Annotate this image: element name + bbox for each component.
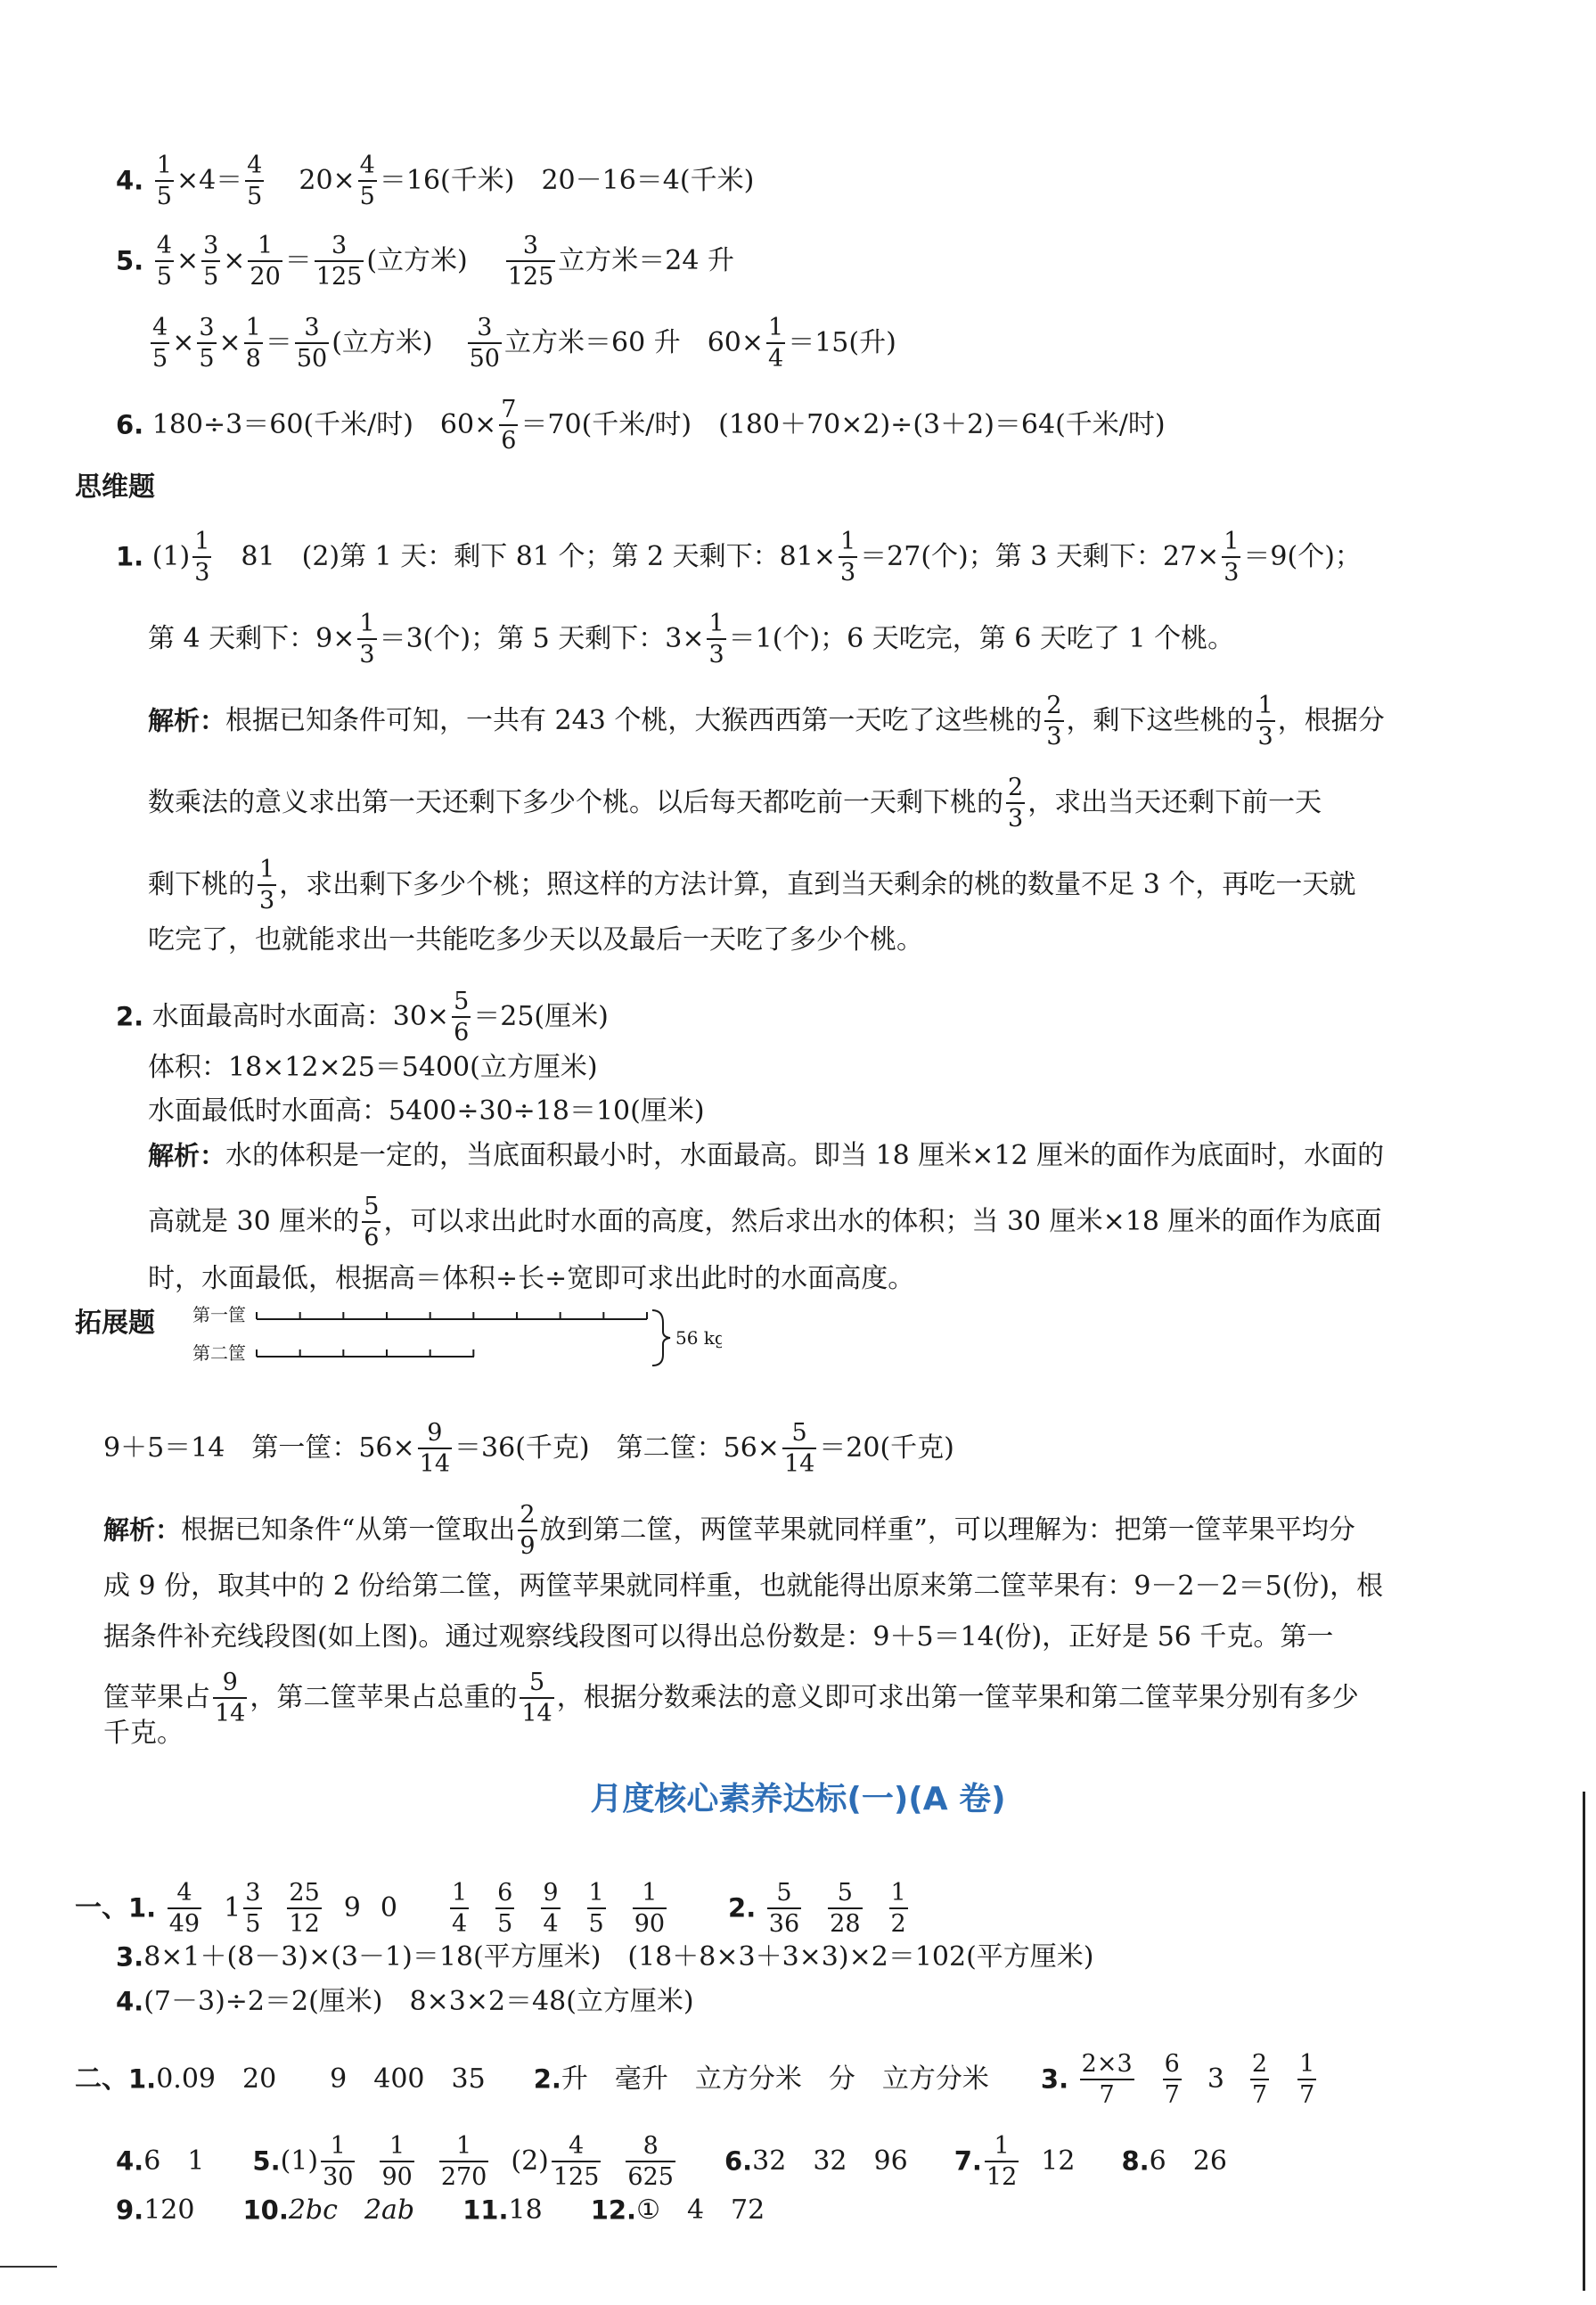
- fraction: $\frac{3}{125}$: [315, 232, 363, 291]
- fraction: $\frac{5}{28}$: [830, 1879, 861, 1938]
- q-number: 5.: [252, 2145, 281, 2177]
- thinking-1-analysis-4: 吃完了，也就能求出一共能吃多少天以及最后一天吃了多少个桃。: [148, 924, 923, 956]
- fraction: $\frac{2}{7}$: [1251, 2050, 1268, 2109]
- fraction: $\frac{1}{30}$: [323, 2132, 354, 2191]
- analysis-label: 解析：: [103, 1514, 182, 1546]
- thinking-2-line-1: 2. 水面最高时水面高：30× $\frac{5}{6}$ ＝25(厘米): [116, 988, 609, 1046]
- thinking-2-analysis-1: 解析：水的体积是一定的，当底面积最小时，水面最高。即当 18 厘米×12 厘米的面作为底面时，水面的: [148, 1140, 1385, 1171]
- fraction: $\frac{1}{20}$: [250, 232, 281, 291]
- corner-rule: [0, 2266, 57, 2268]
- q-number: 4.: [116, 1986, 144, 2017]
- extension-line-1: 9＋5＝14 第一筐：56× $\frac{9}{14}$ ＝36(千克) 第二筐：56× $\frac{5}{14}$ ＝20(千克): [103, 1419, 954, 1478]
- fraction: $\frac{1}{7}$: [1299, 2050, 1315, 2109]
- q-number: 4.: [116, 165, 144, 196]
- q-number: 11.: [462, 2194, 509, 2226]
- fraction: $\frac{6}{7}$: [1164, 2050, 1180, 2109]
- fraction: $\frac{1}{4}$: [451, 1879, 468, 1938]
- fraction: $\frac{1}{4}$: [768, 314, 784, 373]
- fraction: $\frac{5}{14}$: [521, 1669, 552, 1727]
- expr: ×4＝: [176, 165, 243, 196]
- answer-6-line: 6. 180÷3＝60(千米/时) 60× $\frac{7}{6}$ ＝70(千米/时) (180＋70×2)÷(3＋2)＝64(千米/时): [116, 396, 1166, 455]
- fraction: $\frac{4}{49}$: [168, 1879, 201, 1938]
- q-number: 6.: [116, 409, 144, 440]
- line-segment-diagram: [187, 1303, 722, 1382]
- q-number: 8.: [1121, 2145, 1150, 2177]
- thinking-1-line-2: 第 4 天剩下：9× $\frac{1}{3}$ ＝3(个)；第 5 天剩下：3× $\frac{1}{3}$ ＝1(个)；6 天吃完，第 6 天吃了 1 个桃。: [148, 610, 1235, 669]
- extension-analysis-1: 解析：根据已知条件“从第一筐取出 $\frac{2}{9}$ 放到第二筐，两筐苹果就同样重”，可以理解为：把第一筐苹果平均分: [103, 1501, 1355, 1560]
- segment-label-basket-2: 第二筐: [192, 1342, 246, 1364]
- q-number: 1.: [128, 2063, 157, 2095]
- brace-icon: [652, 1310, 670, 1366]
- fraction: $\frac{1}{3}$: [359, 610, 375, 669]
- fraction: $\frac{1}{5}$: [588, 1879, 604, 1938]
- fraction: $\frac{1}{90}$: [381, 2132, 413, 2191]
- monthly-s1-q4: 4.(7－3)÷2＝2(厘米) 8×3×2＝48(立方厘米): [116, 1986, 694, 2017]
- fraction: $\frac{4}{5}$: [152, 314, 168, 373]
- section-number: 一、: [75, 1892, 128, 1924]
- fraction: $\frac{1}{2}$: [890, 1879, 906, 1938]
- q-number: 2.: [533, 2063, 561, 2095]
- thinking-1-analysis-2: 数乘法的意义求出第一天还剩下多少个桃。以后每天都吃前一天剩下桃的 $\frac{2}{3}$ ，求出当天还剩下前一天: [148, 774, 1322, 833]
- fraction: $\frac{2}{3}$: [1046, 692, 1062, 751]
- q-number: 1.: [128, 1892, 157, 1924]
- fraction: $\frac{1}{5}$: [156, 152, 172, 210]
- thinking-2-line-2: 体积：18×12×25＝5400(立方厘米): [148, 1052, 598, 1083]
- segment-diagram-svg: [187, 1303, 722, 1374]
- fraction: $\frac{6}{5}$: [497, 1879, 513, 1938]
- fraction: $\frac{3}{50}$: [296, 314, 328, 373]
- fraction: $\frac{4}{5}$: [247, 152, 263, 210]
- analysis-label: 解析：: [148, 705, 226, 736]
- fraction: $\frac{1}{8}$: [245, 314, 261, 373]
- fraction: $\frac{2\times 3}{7}$: [1081, 2050, 1133, 2109]
- expr: 20×: [299, 165, 356, 196]
- fraction: $\frac{1}{3}$: [708, 610, 724, 669]
- segment-basket-1-ticks: [257, 1312, 647, 1319]
- extension-analysis-2: 成 9 份，取其中的 2 份给第二筐，两筐苹果就同样重，也就能得出原来第二筐苹果有：9－2－2＝5(份)，根: [103, 1571, 1384, 1602]
- thinking-1-analysis-1: 解析：根据已知条件可知，一共有 243 个桃，大猴西西第一天吃了这些桃的 $\frac{2}{3}$ ，剩下这些桃的 $\frac{1}{3}$ ，根据分: [148, 692, 1385, 751]
- q-number: 1.: [116, 541, 144, 572]
- thinking-2-analysis-2: 高就是 30 厘米的 $\frac{5}{6}$ ，可以求出此时水面的高度，然后求出水的体积；当 30 厘米×18 厘米的面作为底面: [148, 1193, 1382, 1251]
- q-number: 5.: [116, 245, 144, 276]
- fraction: $\frac{3}{125}$: [507, 232, 554, 291]
- answer-5-line-a: 5. $\frac{4}{5}$ × $\frac{3}{5}$ × $\frac{1}{20}$ ＝ $\frac{3}{125}$ (立方米) $\frac{3}{125}$ 立方米＝24 升: [116, 232, 734, 291]
- fraction: $\frac{25}{12}$: [289, 1879, 320, 1938]
- fraction: $\frac{1}{3}$: [1224, 528, 1240, 587]
- q-number: 12.: [590, 2194, 637, 2226]
- fraction: $\frac{9}{14}$: [419, 1419, 451, 1478]
- fraction: $\frac{3}{5}$: [203, 232, 219, 291]
- section-heading-thinking: 思维题: [75, 472, 155, 503]
- fraction: $\frac{5}{6}$: [454, 988, 470, 1046]
- thinking-1-line-1: 1. (1) $\frac{1}{3}$ 81 (2)第 1 天：剩下 81 个；第 2 天剩下：81× $\frac{1}{3}$ ＝27(个)；第 3 天剩下：27× $\frac{1}{3}$ ＝9(个)；: [116, 528, 1362, 587]
- fraction: $\frac{7}{6}$: [501, 396, 517, 455]
- section-title-monthly: 月度核心素养达标(一)(A 卷): [590, 1781, 1006, 1817]
- fraction: $\frac{1}{12}$: [986, 2132, 1018, 2191]
- monthly-s2-line-3: 9.120 10.2bc 2ab 11.18 12.① 4 72: [116, 2194, 765, 2226]
- q-number: 2.: [728, 1892, 757, 1924]
- q-number: 3.: [116, 1941, 144, 1973]
- section-number: 二、: [75, 2063, 128, 2095]
- fraction: $\frac{1}{90}$: [634, 1879, 666, 1938]
- fraction: $\frac{3}{5}$: [245, 1879, 261, 1938]
- segment-basket-2-ticks: [257, 1349, 473, 1357]
- monthly-s1-q1-2: 一、1. $\frac{4}{49}$ 1 $\frac{3}{5}$ $\frac{25}{12}$ 9 0 $\frac{1}{4}$ $\frac{6}{5}$ $\frac{9}{4}$ $\frac{1}{5}$ $\frac{1}{90}$ 2. $\frac{5}{36}$ $\frac{5}{28}$ $\frac{1}{2}$: [75, 1879, 906, 1938]
- fraction: $\frac{2}{9}$: [520, 1501, 536, 1560]
- fraction: $\frac{5}{6}$: [364, 1193, 380, 1251]
- fraction: $\frac{3}{5}$: [199, 314, 215, 373]
- monthly-s2-line-1: 二、1.0.09 20 9 400 35 2.升 毫升 立方分米 分 立方分米 3. $\frac{2\times 3}{7}$ $\frac{6}{7}$ 3 $\frac{2}{7}$ $\frac{1}{7}$: [75, 2050, 1315, 2109]
- q-number: 3.: [1040, 2063, 1069, 2095]
- monthly-s1-q3: 3.8×1＋(8－3)×(3－1)＝18(平方厘米) (18＋8×3＋3×3)×2＝102(平方厘米): [116, 1941, 1094, 1973]
- q-number: 2.: [116, 1001, 144, 1032]
- fraction: $\frac{5}{36}$: [768, 1879, 800, 1938]
- fraction: $\frac{4}{5}$: [359, 152, 375, 210]
- fraction: $\frac{2}{3}$: [1008, 774, 1024, 833]
- fraction: $\frac{1}{3}$: [839, 528, 856, 587]
- expr: ＝16(千米) 20－16＝4(千米): [379, 165, 755, 196]
- analysis-label: 解析：: [148, 1140, 226, 1171]
- extension-analysis-4: 筐苹果占 $\frac{9}{14}$ ，第二筐苹果占总重的 $\frac{5}{14}$ ，根据分数乘法的意义即可求出第一筐苹果和第二筐苹果分别有多少: [103, 1669, 1359, 1727]
- q-number: 9.: [116, 2194, 144, 2226]
- fraction: $\frac{4}{125}$: [552, 2132, 600, 2191]
- thinking-2-line-3: 水面最低时水面高：5400÷30÷18＝10(厘米): [148, 1095, 705, 1127]
- q-number: 6.: [724, 2145, 753, 2177]
- fraction: $\frac{9}{14}$: [215, 1669, 246, 1727]
- fraction: $\frac{1}{270}$: [440, 2132, 487, 2191]
- segment-label-basket-1: 第一筐: [192, 1304, 246, 1325]
- answer-4-line: [116, 153, 754, 209]
- thinking-2-analysis-3: 时，水面最低，根据高＝体积÷长÷宽即可求出此时的水面高度。: [148, 1263, 915, 1294]
- answer-5-line-b: $\frac{4}{5}$ × $\frac{3}{5}$ × $\frac{1}{8}$ ＝ $\frac{3}{50}$ (立方米) $\frac{3}{50}$ 立方米＝60 升 60× $\frac{1}{4}$ ＝15(升): [152, 314, 896, 373]
- page-edge-rule: [1583, 1792, 1585, 2291]
- thinking-1-analysis-3: 剩下桃的 $\frac{1}{3}$ ，求出剩下多少个桃；照这样的方法计算，直到当天剩余的桃的数量不足 3 个，再吃一天就: [148, 856, 1356, 915]
- fraction: $\frac{3}{50}$: [469, 314, 500, 373]
- fraction: $\frac{1}{3}$: [1257, 692, 1273, 751]
- fraction: $\frac{1}{3}$: [194, 528, 210, 587]
- q-number: 7.: [954, 2145, 982, 2177]
- monthly-s2-line-2: 4.6 1 5.(1) $\frac{1}{30}$ $\frac{1}{90}$ $\frac{1}{270}$ (2) $\frac{4}{125}$ $\frac{8}{625}$ 6.32 32 96 7. $\frac{1}{12}$ 12 8.6 26: [116, 2132, 1227, 2191]
- fraction: $\frac{5}{14}$: [783, 1419, 815, 1478]
- extension-analysis-3: 据条件补充线段图(如上图)。通过观察线段图可以得出总份数是：9＋5＝14(份)，正好是 56 千克。第一: [103, 1621, 1334, 1653]
- fraction: $\frac{4}{5}$: [156, 232, 172, 291]
- segment-total-label: 56 kg: [675, 1327, 722, 1349]
- q-number: 10.: [242, 2194, 289, 2226]
- q-number: 4.: [116, 2145, 144, 2177]
- fraction: $\frac{9}{4}$: [543, 1879, 559, 1938]
- fraction: $\frac{8}{625}$: [627, 2132, 674, 2191]
- extension-analysis-5: 千克。: [103, 1718, 184, 1749]
- section-heading-extension: 拓展题: [75, 1308, 155, 1339]
- fraction: $\frac{1}{3}$: [259, 856, 275, 915]
